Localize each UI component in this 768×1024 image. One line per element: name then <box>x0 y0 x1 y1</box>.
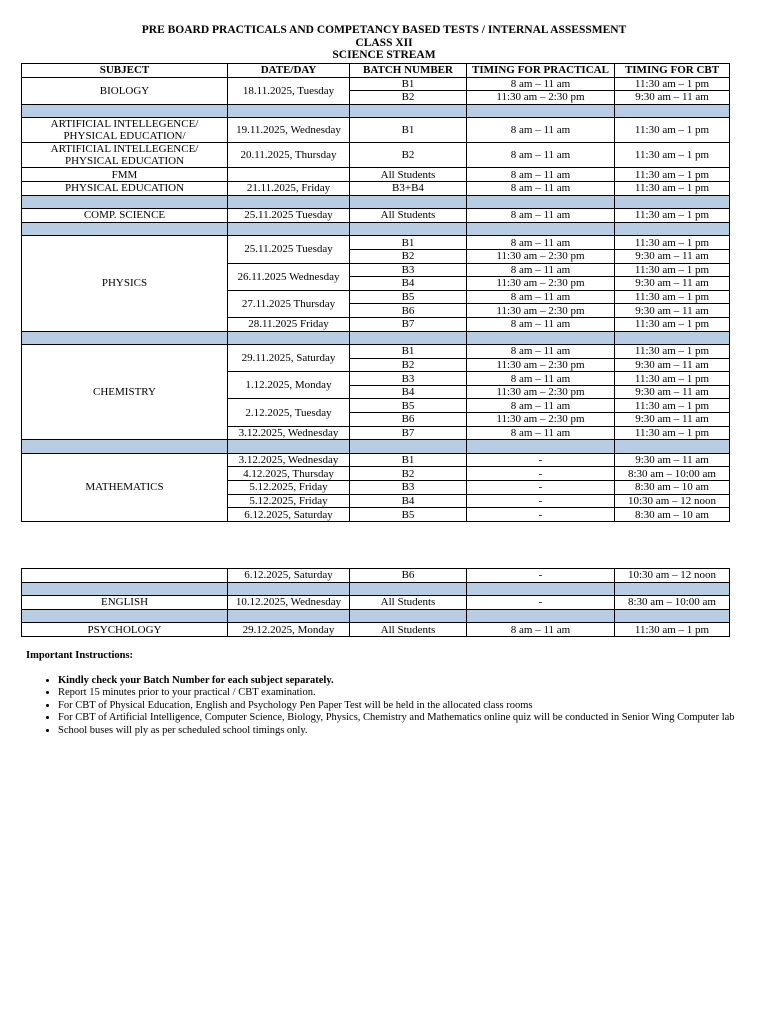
instruction-item: • School buses will ply as per scheduled school timings only. <box>58 725 736 738</box>
separator-cell <box>467 104 615 118</box>
separator-cell <box>22 104 228 118</box>
subject-cell: ARTIFICIAL INTELLEGENCE/ PHYSICAL EDUCATION/ <box>22 118 228 143</box>
practical-timing-cell: 8 am – 11 am <box>467 77 615 91</box>
batch-cell: B2 <box>350 358 467 372</box>
table-row <box>22 77 730 91</box>
table-row <box>22 596 730 610</box>
schedule-table <box>21 63 730 522</box>
table-row <box>22 181 730 195</box>
separator-cell <box>615 609 730 623</box>
instructions-section <box>26 650 736 737</box>
instruction-item: • Kindly check your Batch Number for each subject separately. <box>58 675 736 688</box>
separator-cell <box>350 440 467 454</box>
batch-cell: B6 <box>350 304 467 318</box>
date-cell: 5.12.2025, Friday <box>228 481 350 495</box>
schedule-body-continued <box>22 569 730 637</box>
separator-cell <box>615 222 730 236</box>
practical-timing-cell: 8 am – 11 am <box>467 236 615 250</box>
subject-cell: PHYSICS <box>22 236 228 331</box>
batch-cell: B1 <box>350 118 467 143</box>
separator-row <box>22 440 730 454</box>
separator-cell <box>467 222 615 236</box>
practical-timing-cell: 8 am – 11 am <box>467 426 615 440</box>
cbt-timing-cell: 9:30 am – 11 am <box>615 249 730 263</box>
practical-timing-cell: - <box>467 596 615 610</box>
separator-cell <box>350 331 467 345</box>
cbt-timing-cell: 11:30 am – 1 pm <box>615 168 730 182</box>
date-cell: 25.11.2025 Tuesday <box>228 209 350 223</box>
date-cell: 6.12.2025, Saturday <box>228 508 350 522</box>
instructions-list <box>26 675 736 738</box>
date-cell: 10.12.2025, Wednesday <box>228 596 350 610</box>
separator-cell <box>615 104 730 118</box>
table-row <box>22 236 730 250</box>
cbt-timing-cell: 8:30 am – 10 am <box>615 508 730 522</box>
practical-timing-cell: 11:30 am – 2:30 pm <box>467 277 615 291</box>
separator-cell <box>467 331 615 345</box>
date-cell: 20.11.2025, Thursday <box>228 143 350 168</box>
header-stream: SCIENCE STREAM <box>332 49 436 61</box>
separator-cell <box>22 331 228 345</box>
batch-cell: B2 <box>350 143 467 168</box>
batch-cell: B4 <box>350 494 467 508</box>
date-cell: 26.11.2025 Wednesday <box>228 263 350 290</box>
subject-cell: CHEMISTRY <box>22 345 228 440</box>
cbt-timing-cell: 11:30 am – 1 pm <box>615 345 730 359</box>
practical-timing-cell: 8 am – 11 am <box>467 317 615 331</box>
separator-cell <box>615 195 730 209</box>
practical-timing-cell: - <box>467 494 615 508</box>
separator-cell <box>22 609 228 623</box>
practical-timing-cell: 11:30 am – 2:30 pm <box>467 304 615 318</box>
separator-row <box>22 104 730 118</box>
batch-cell: B1 <box>350 77 467 91</box>
batch-cell: B3 <box>350 481 467 495</box>
date-cell: 18.11.2025, Tuesday <box>228 77 350 104</box>
cbt-timing-cell: 9:30 am – 11 am <box>615 277 730 291</box>
batch-cell: All Students <box>350 623 467 637</box>
batch-cell: B5 <box>350 399 467 413</box>
cbt-timing-cell: 11:30 am – 1 pm <box>615 118 730 143</box>
col-header-subject: SUBJECT <box>22 64 228 78</box>
batch-cell: B7 <box>350 317 467 331</box>
subject-cell: PHYSICAL EDUCATION <box>22 181 228 195</box>
batch-cell: B1 <box>350 236 467 250</box>
batch-cell: All Students <box>350 209 467 223</box>
practical-timing-cell: 11:30 am – 2:30 pm <box>467 358 615 372</box>
practical-timing-cell: 8 am – 11 am <box>467 623 615 637</box>
cbt-timing-cell: 8:30 am – 10:00 am <box>615 467 730 481</box>
cbt-timing-cell: 11:30 am – 1 pm <box>615 426 730 440</box>
document-header <box>0 24 768 62</box>
separator-row <box>22 331 730 345</box>
instruction-item: • For CBT of Physical Education, English and Psychology Pen Paper Test will be held in the allocated class rooms <box>58 700 736 713</box>
cbt-timing-cell: 11:30 am – 1 pm <box>615 623 730 637</box>
table-row <box>22 623 730 637</box>
separator-cell <box>228 582 350 596</box>
date-cell: 19.11.2025, Wednesday <box>228 118 350 143</box>
cbt-timing-cell: 11:30 am – 1 pm <box>615 399 730 413</box>
separator-cell <box>467 440 615 454</box>
cbt-timing-cell: 11:30 am – 1 pm <box>615 263 730 277</box>
practical-timing-cell: 8 am – 11 am <box>467 399 615 413</box>
practical-timing-cell: 8 am – 11 am <box>467 209 615 223</box>
date-cell: 21.11.2025, Friday <box>228 181 350 195</box>
batch-cell: B4 <box>350 385 467 399</box>
practical-timing-cell: - <box>467 481 615 495</box>
cbt-timing-cell: 10:30 am – 12 noon <box>615 569 730 583</box>
date-cell: 3.12.2025, Wednesday <box>228 453 350 467</box>
header-class: CLASS XII <box>355 36 413 49</box>
instruction-item: • For CBT of Artificial Intelligence, Computer Science, Biology, Physics, Chemistry and Mathematics online quiz will be conducted in Senior Wing Computer lab <box>58 712 736 725</box>
practical-timing-cell: 8 am – 11 am <box>467 181 615 195</box>
separator-cell <box>615 331 730 345</box>
cbt-timing-cell: 11:30 am – 1 pm <box>615 236 730 250</box>
separator-cell <box>467 609 615 623</box>
batch-cell: All Students <box>350 168 467 182</box>
practical-timing-cell: 8 am – 11 am <box>467 168 615 182</box>
date-cell: 5.12.2025, Friday <box>228 494 350 508</box>
schedule-body <box>22 77 730 521</box>
separator-row <box>22 222 730 236</box>
separator-cell <box>350 222 467 236</box>
separator-cell <box>22 195 228 209</box>
schedule-table-continued <box>21 568 730 637</box>
date-cell <box>228 168 350 182</box>
batch-cell: B4 <box>350 277 467 291</box>
batch-cell: B3 <box>350 263 467 277</box>
table-row <box>22 569 730 583</box>
batch-cell: B6 <box>350 569 467 583</box>
batch-cell: B5 <box>350 508 467 522</box>
practical-timing-cell: 8 am – 11 am <box>467 372 615 386</box>
date-cell: 3.12.2025, Wednesday <box>228 426 350 440</box>
separator-cell <box>615 440 730 454</box>
batch-cell: B2 <box>350 249 467 263</box>
table-row <box>22 345 730 359</box>
date-cell: 25.11.2025 Tuesday <box>228 236 350 263</box>
cbt-timing-cell: 8:30 am – 10 am <box>615 481 730 495</box>
separator-cell <box>228 440 350 454</box>
practical-timing-cell: - <box>467 508 615 522</box>
cbt-timing-cell: 8:30 am – 10:00 am <box>615 596 730 610</box>
cbt-timing-cell: 11:30 am – 1 pm <box>615 317 730 331</box>
practical-timing-cell: 8 am – 11 am <box>467 118 615 143</box>
separator-cell <box>467 582 615 596</box>
cbt-timing-cell: 9:30 am – 11 am <box>615 453 730 467</box>
batch-cell: B2 <box>350 467 467 481</box>
batch-cell: B5 <box>350 290 467 304</box>
date-cell: 28.11.2025 Friday <box>228 317 350 331</box>
separator-cell <box>350 582 467 596</box>
separator-cell <box>350 609 467 623</box>
subject-cell: ENGLISH <box>22 596 228 610</box>
cbt-timing-cell: 9:30 am – 11 am <box>615 304 730 318</box>
cbt-timing-cell: 11:30 am – 1 pm <box>615 77 730 91</box>
practical-timing-cell: 8 am – 11 am <box>467 345 615 359</box>
subject-cell: FMM <box>22 168 228 182</box>
separator-cell <box>615 582 730 596</box>
practical-timing-cell: 11:30 am – 2:30 pm <box>467 91 615 105</box>
batch-cell: B3 <box>350 372 467 386</box>
practical-timing-cell: - <box>467 453 615 467</box>
table-row <box>22 143 730 168</box>
separator-cell <box>22 222 228 236</box>
subject-cell <box>22 569 228 583</box>
separator-cell <box>228 104 350 118</box>
separator-cell <box>228 609 350 623</box>
separator-cell <box>228 222 350 236</box>
col-header-date: DATE/DAY <box>228 64 350 78</box>
table-row <box>22 209 730 223</box>
practical-timing-cell: 8 am – 11 am <box>467 290 615 304</box>
cbt-timing-cell: 9:30 am – 11 am <box>615 91 730 105</box>
batch-cell: B3+B4 <box>350 181 467 195</box>
practical-timing-cell: 11:30 am – 2:30 pm <box>467 249 615 263</box>
separator-row <box>22 582 730 596</box>
table-row <box>22 168 730 182</box>
cbt-timing-cell: 11:30 am – 1 pm <box>615 143 730 168</box>
table-header-row <box>22 64 730 78</box>
separator-cell <box>22 582 228 596</box>
practical-timing-cell: 11:30 am – 2:30 pm <box>467 385 615 399</box>
date-cell: 29.12.2025, Monday <box>228 623 350 637</box>
batch-cell: B1 <box>350 345 467 359</box>
instructions-title: Important Instructions: <box>26 650 134 661</box>
separator-row <box>22 195 730 209</box>
date-cell: 29.11.2025, Saturday <box>228 345 350 372</box>
practical-timing-cell: - <box>467 569 615 583</box>
table-row <box>22 453 730 467</box>
date-cell: 27.11.2025 Thursday <box>228 290 350 317</box>
date-cell: 4.12.2025, Thursday <box>228 467 350 481</box>
practical-timing-cell: 8 am – 11 am <box>467 143 615 168</box>
col-header-batch: BATCH NUMBER <box>350 64 467 78</box>
subject-cell: COMP. SCIENCE <box>22 209 228 223</box>
practical-timing-cell: - <box>467 467 615 481</box>
cbt-timing-cell: 9:30 am – 11 am <box>615 358 730 372</box>
instruction-item: • Report 15 minutes prior to your practical / CBT examination. <box>58 687 736 700</box>
cbt-timing-cell: 10:30 am – 12 noon <box>615 494 730 508</box>
separator-row <box>22 609 730 623</box>
batch-cell: B6 <box>350 413 467 427</box>
table-row <box>22 118 730 143</box>
batch-cell: B1 <box>350 453 467 467</box>
separator-cell <box>350 195 467 209</box>
subject-cell: MATHEMATICS <box>22 453 228 521</box>
practical-timing-cell: 11:30 am – 2:30 pm <box>467 413 615 427</box>
cbt-timing-cell: 11:30 am – 1 pm <box>615 181 730 195</box>
separator-cell <box>228 331 350 345</box>
practical-timing-cell: 8 am – 11 am <box>467 263 615 277</box>
col-header-practical: TIMING FOR PRACTICAL <box>467 64 615 78</box>
separator-cell <box>22 440 228 454</box>
separator-cell <box>467 195 615 209</box>
batch-cell: All Students <box>350 596 467 610</box>
col-header-cbt: TIMING FOR CBT <box>615 64 730 78</box>
date-cell: 6.12.2025, Saturday <box>228 569 350 583</box>
separator-cell <box>350 104 467 118</box>
batch-cell: B2 <box>350 91 467 105</box>
date-cell: 1.12.2025, Monday <box>228 372 350 399</box>
cbt-timing-cell: 11:30 am – 1 pm <box>615 372 730 386</box>
cbt-timing-cell: 9:30 am – 11 am <box>615 413 730 427</box>
cbt-timing-cell: 11:30 am – 1 pm <box>615 209 730 223</box>
subject-cell: BIOLOGY <box>22 77 228 104</box>
date-cell: 2.12.2025, Tuesday <box>228 399 350 426</box>
subject-cell: ARTIFICIAL INTELLEGENCE/ PHYSICAL EDUCATION <box>22 143 228 168</box>
cbt-timing-cell: 9:30 am – 11 am <box>615 385 730 399</box>
header-title: PRE BOARD PRACTICALS AND COMPETANCY BASED TESTS / INTERNAL ASSESSMENT <box>141 24 627 36</box>
cbt-timing-cell: 11:30 am – 1 pm <box>615 290 730 304</box>
subject-cell: PSYCHOLOGY <box>22 623 228 637</box>
separator-cell <box>228 195 350 209</box>
batch-cell: B7 <box>350 426 467 440</box>
